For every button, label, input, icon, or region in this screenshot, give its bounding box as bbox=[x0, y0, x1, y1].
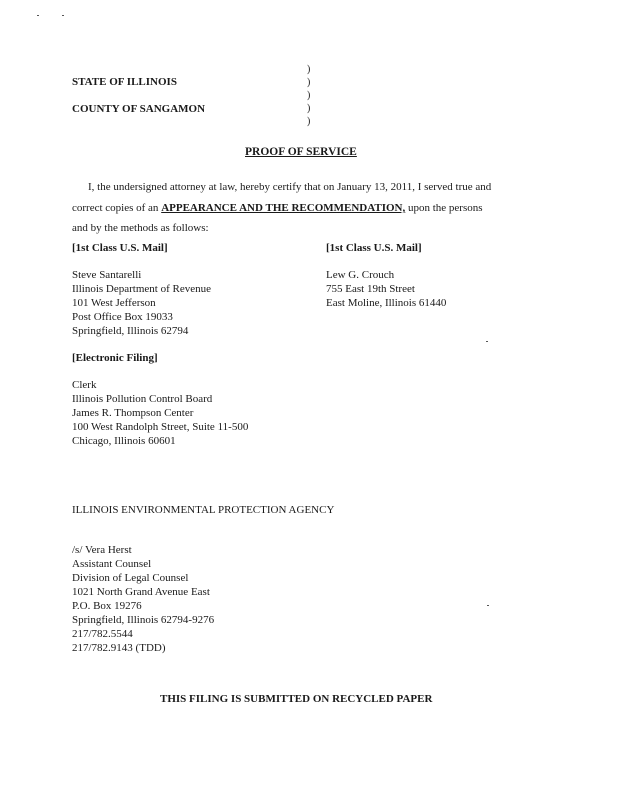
document-names: APPEARANCE AND THE RECOMMENDATION, bbox=[161, 202, 406, 214]
address-line: East Moline, Illinois 61440 bbox=[326, 297, 447, 309]
scan-speck bbox=[37, 15, 39, 16]
address-line: Springfield, Illinois 62794 bbox=[72, 325, 189, 337]
signature-line: Springfield, Illinois 62794-9276 bbox=[72, 614, 215, 626]
signature-line: P.O. Box 19276 bbox=[72, 600, 142, 612]
caption-paren: ) bbox=[307, 116, 311, 127]
clerk-address bbox=[72, 378, 248, 448]
signature-line: Assistant Counsel bbox=[72, 558, 152, 570]
address-line: Lew G. Crouch bbox=[326, 269, 395, 281]
body-line-2-prefix: correct copies of an bbox=[72, 202, 162, 214]
body-line-3: and by the methods as follows: bbox=[72, 222, 209, 234]
caption-paren: ) bbox=[307, 103, 311, 114]
county-caption: COUNTY OF SANGAMON bbox=[72, 103, 206, 115]
address-line: 755 East 19th Street bbox=[326, 283, 415, 295]
signature-block bbox=[72, 543, 214, 655]
address-line: James R. Thompson Center bbox=[72, 407, 194, 419]
service-method-electronic: [Electronic Filing] bbox=[72, 352, 158, 364]
address-line: Steve Santarelli bbox=[72, 269, 142, 281]
address-line: Clerk bbox=[72, 379, 97, 391]
caption-paren: ) bbox=[307, 77, 311, 88]
caption-paren: ) bbox=[307, 64, 311, 75]
body-line-1: I, the undersigned attorney at law, hereby certify that on January 13, 2011, I served true and bbox=[88, 181, 492, 193]
document-title: PROOF OF SERVICE bbox=[245, 146, 357, 158]
signature-line: 217/782.5544 bbox=[72, 628, 133, 640]
address-line: Illinois Department of Revenue bbox=[72, 283, 211, 295]
scan-speck bbox=[486, 341, 488, 342]
signature-line: Division of Legal Counsel bbox=[72, 572, 189, 584]
address-line: Illinois Pollution Control Board bbox=[72, 393, 213, 405]
scan-speck bbox=[62, 15, 64, 16]
caption-paren: ) bbox=[307, 90, 311, 101]
body-line-2-suffix: upon the persons bbox=[405, 202, 483, 214]
address-line: Chicago, Illinois 60601 bbox=[72, 435, 176, 447]
signature-line: 217/782.9143 (TDD) bbox=[72, 642, 166, 654]
recipient-address-right bbox=[326, 268, 446, 310]
service-method-right: [1st Class U.S. Mail] bbox=[326, 242, 422, 254]
recycled-paper-notice: THIS FILING IS SUBMITTED ON RECYCLED PAPER bbox=[160, 693, 433, 705]
body-line-2 bbox=[72, 201, 483, 215]
address-line: Post Office Box 19033 bbox=[72, 311, 173, 323]
signature-line: /s/ Vera Herst bbox=[72, 544, 132, 556]
address-line: 101 West Jefferson bbox=[72, 297, 156, 309]
service-method-left: [1st Class U.S. Mail] bbox=[72, 242, 168, 254]
recipient-address-left bbox=[72, 268, 211, 338]
scan-speck bbox=[487, 605, 489, 606]
agency-name: ILLINOIS ENVIRONMENTAL PROTECTION AGENCY bbox=[72, 504, 335, 516]
signature-line: 1021 North Grand Avenue East bbox=[72, 586, 210, 598]
state-caption: STATE OF ILLINOIS bbox=[72, 76, 177, 88]
address-line: 100 West Randolph Street, Suite 11-500 bbox=[72, 421, 249, 433]
